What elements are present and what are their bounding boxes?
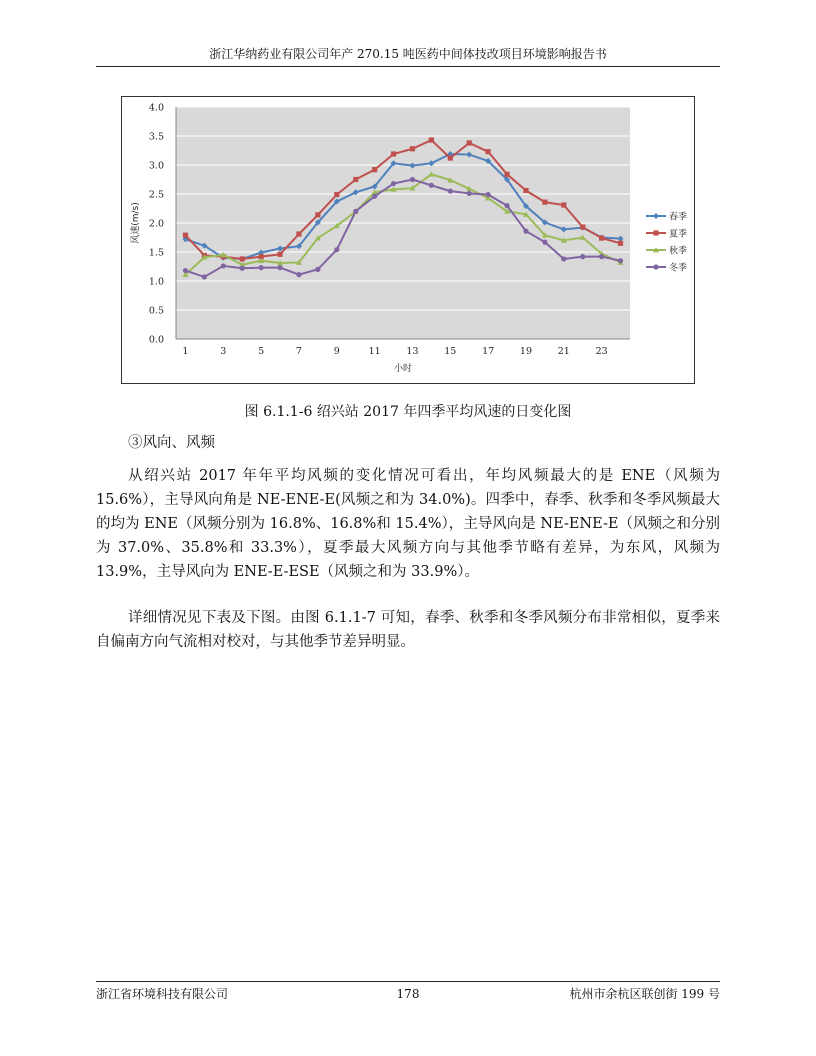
data-point <box>372 194 377 199</box>
x-tick-label: 11 <box>368 346 381 357</box>
x-tick-label: 21 <box>557 346 570 357</box>
data-point <box>467 191 472 196</box>
data-point <box>599 235 604 240</box>
y-tick-label: 0.0 <box>148 334 164 346</box>
data-point <box>448 189 453 194</box>
data-point <box>334 192 339 197</box>
data-point <box>296 231 301 236</box>
data-point <box>334 247 339 252</box>
page-header-title: 浙江华纳药业有限公司年产 270.15 吨医药中间体技改项目环境影响报告书 <box>209 47 607 61</box>
data-point <box>504 172 509 177</box>
y-tick-label: 4.0 <box>148 102 164 114</box>
data-point <box>353 177 358 182</box>
data-point <box>429 183 434 188</box>
data-point <box>315 212 320 217</box>
footer-rule <box>96 981 720 982</box>
legend-marker <box>653 230 658 235</box>
data-point <box>240 256 245 261</box>
y-axis-title: 风速(m/s) <box>131 202 141 244</box>
x-tick-label: 1 <box>182 346 189 357</box>
y-tick-label: 0.5 <box>148 305 164 317</box>
x-axis-title: 小时 <box>393 364 413 374</box>
figure-caption: 图 6.1.1-6 绍兴站 2017 年四季平均风速的日变化图 <box>244 404 572 420</box>
legend-marker <box>653 264 658 269</box>
data-point <box>353 209 358 214</box>
data-point <box>542 240 547 245</box>
data-point <box>277 252 282 257</box>
legend-label: 夏季 <box>669 229 688 240</box>
x-tick-label: 7 <box>295 346 302 357</box>
data-point <box>523 188 528 193</box>
chart-svg <box>122 97 696 385</box>
data-point <box>277 265 282 270</box>
data-point <box>523 229 528 234</box>
y-tick-label: 2.0 <box>148 218 164 230</box>
data-point <box>410 177 415 182</box>
data-point <box>561 256 566 261</box>
legend-marker <box>653 213 659 219</box>
x-tick-label: 9 <box>333 346 340 357</box>
x-tick-label: 23 <box>595 346 608 357</box>
footer-address: 杭州市余杭区联创街 199 号 <box>569 987 720 1001</box>
data-point <box>372 167 377 172</box>
y-tick-label: 1.0 <box>148 276 164 288</box>
data-point <box>221 263 226 268</box>
y-tick-label: 3.0 <box>148 160 164 172</box>
header-rule <box>96 66 720 67</box>
page-number: 178 <box>396 987 420 1001</box>
data-point <box>391 151 396 156</box>
data-point <box>202 274 207 279</box>
data-point <box>561 202 566 207</box>
data-point <box>183 233 188 238</box>
data-point <box>486 192 491 197</box>
x-tick-label: 5 <box>258 346 265 357</box>
data-point <box>542 200 547 205</box>
x-tick-label: 13 <box>406 346 419 357</box>
data-point <box>391 181 396 186</box>
paragraph-details: 详细情况见下表及下图。由图 6.1.1-7 可知，春季、秋季和冬季风频分布非常相似，夏季来自偏南方向气流相对校对，与其他季节差异明显。 <box>96 610 720 650</box>
x-tick-label: 19 <box>519 346 533 357</box>
data-point <box>618 241 623 246</box>
y-tick-label: 2.5 <box>148 189 164 201</box>
legend-label: 春季 <box>669 212 688 223</box>
data-point <box>618 258 623 263</box>
footer-company: 浙江省环境科技有限公司 <box>96 987 229 1001</box>
data-point <box>259 265 264 270</box>
data-point <box>183 268 188 273</box>
paragraph-wind-frequency: 从绍兴站 2017 年年平均风频的变化情况可看出，年均风频最大的是 ENE（风频为 15.6%），主导风向角是 NE-ENE-E(风频之和为 34.0%)。四季中，春季、秋季和冬季风频最大的均为 ENE（风频分别为 16.8%、16.8%和 15.4%），主导风向是 NE-ENE-E（风频之和分别为 37.0%、35.8%和 33.3%），夏季最大风频方向与其他季节略有差异，为东风，风频为 13.9%，主导风向为 ENE-E-ESE（风频之和为 33.9%）。 <box>96 468 720 580</box>
x-tick-label: 17 <box>482 346 495 357</box>
legend-label: 冬季 <box>669 263 688 274</box>
section-heading: ③风向、风频 <box>128 435 215 451</box>
data-point <box>296 272 301 277</box>
x-tick-label: 3 <box>220 346 227 357</box>
data-point <box>240 266 245 271</box>
data-point <box>448 155 453 160</box>
data-point <box>580 254 585 259</box>
data-point <box>467 140 472 145</box>
data-point <box>429 137 434 142</box>
legend-label: 秋季 <box>669 246 688 257</box>
data-point <box>486 149 491 154</box>
x-tick-label: 15 <box>444 346 457 357</box>
data-point <box>580 224 585 229</box>
data-point <box>315 267 320 272</box>
wind-speed-chart <box>121 96 695 384</box>
y-tick-label: 3.5 <box>148 131 164 143</box>
y-tick-label: 1.5 <box>148 247 164 259</box>
data-point <box>599 254 604 259</box>
data-point <box>410 146 415 151</box>
data-point <box>504 203 509 208</box>
